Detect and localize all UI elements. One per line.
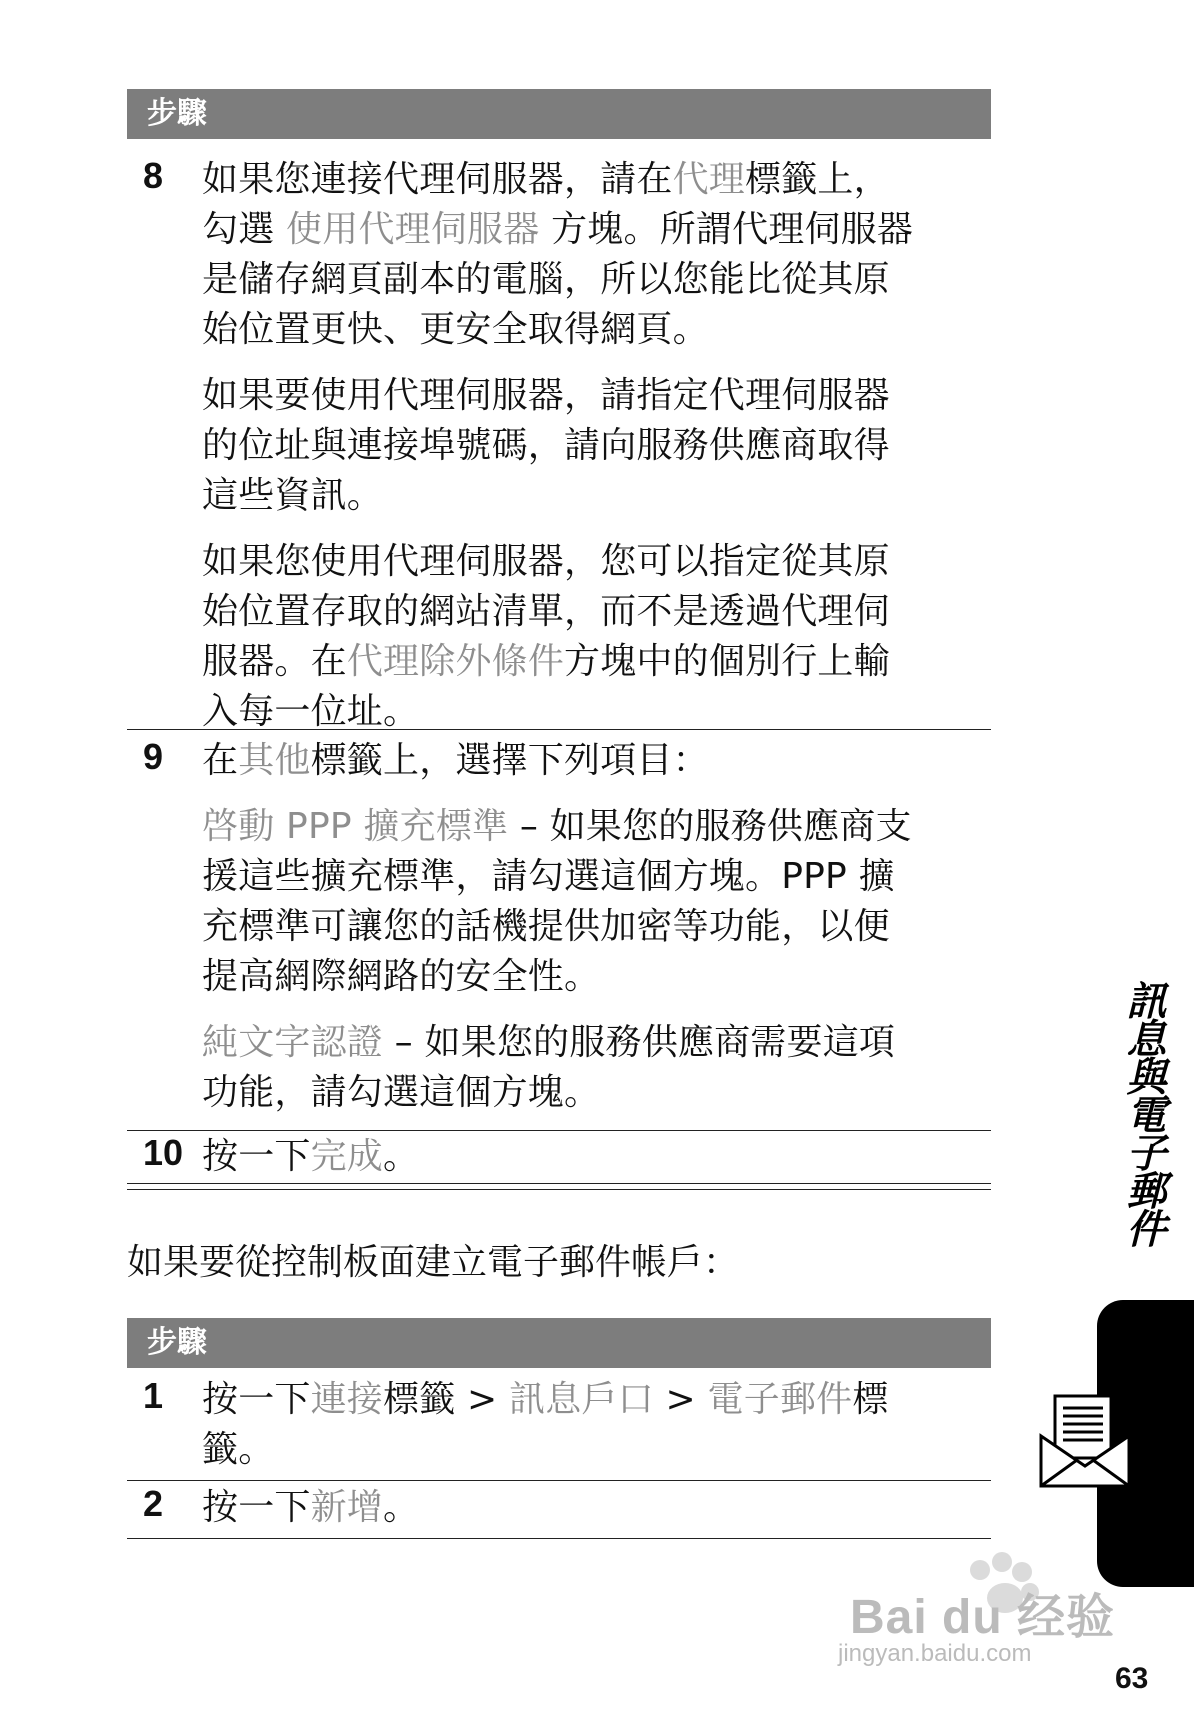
ui-term-text: 其他 bbox=[238, 740, 311, 781]
body-text: 。 bbox=[383, 1136, 420, 1177]
step-paragraph bbox=[202, 1483, 978, 1533]
step-paragraph bbox=[202, 1018, 978, 1118]
step-row-10 bbox=[127, 1131, 991, 1183]
ui-term-text: 啓動 PPP 擴充標準 bbox=[202, 806, 509, 847]
body-text: 在 bbox=[202, 740, 239, 781]
step-body bbox=[202, 1483, 978, 1533]
watermark-brand: Bai du 经验 bbox=[850, 1591, 1116, 1644]
body-text: 按一下 bbox=[202, 1379, 311, 1420]
body-text: 標籤上，選擇下列項目： bbox=[310, 740, 709, 781]
step-paragraph bbox=[202, 155, 978, 355]
body-text: 功能，請勾選這個方塊。 bbox=[202, 1072, 601, 1113]
body-text: 如果您使用代理伺服器，您可以指定從其原 bbox=[202, 541, 890, 582]
body-text: > bbox=[653, 1379, 708, 1420]
table-end-rule bbox=[127, 1183, 991, 1190]
body-text: 方塊。所謂代理伺服器 bbox=[539, 209, 914, 250]
body-text: 這些資訊。 bbox=[202, 475, 384, 516]
step-paragraph bbox=[202, 1132, 978, 1182]
body-text: 按一下 bbox=[202, 1487, 311, 1528]
body-text: 充標準可讓您的話機提供加密等功能，以便 bbox=[202, 906, 890, 947]
step-paragraph bbox=[202, 537, 978, 737]
ui-term-text: 訊息戶口 bbox=[509, 1379, 654, 1420]
step-number: 9 bbox=[143, 736, 164, 777]
body-text: 按一下 bbox=[202, 1136, 311, 1177]
steps-table-2 bbox=[127, 1318, 991, 1539]
step-body bbox=[202, 736, 978, 1118]
step-paragraph bbox=[202, 736, 978, 786]
body-text: 援這些擴充標準，請勾選這個方塊。PPP 擴 bbox=[202, 856, 895, 897]
page-number: 63 bbox=[1115, 1662, 1149, 1695]
body-text: 標 bbox=[852, 1379, 889, 1420]
step-row-2 bbox=[127, 1481, 991, 1539]
steps-header: 步驟 bbox=[127, 1318, 991, 1368]
body-text: 是儲存網頁副本的電腦，所以您能比從其原 bbox=[202, 259, 890, 300]
body-text: 如果您連接代理伺服器，請在 bbox=[202, 159, 673, 200]
step-body bbox=[202, 155, 978, 737]
step-number: 8 bbox=[143, 155, 164, 196]
body-text: 始位置更快、更安全取得網頁。 bbox=[202, 309, 709, 350]
body-text: 的位址與連接埠號碼，請向服務供應商取得 bbox=[202, 425, 890, 466]
envelope-letter-icon bbox=[1037, 1392, 1137, 1492]
ui-term-text: 使用代理伺服器 bbox=[286, 209, 540, 250]
body-text: – 如果您的服務供應商支 bbox=[508, 806, 912, 847]
body-text: 服器。在 bbox=[202, 641, 347, 682]
chapter-side-title: 訊息與電子郵件 bbox=[1120, 980, 1166, 1246]
body-text: – 如果您的服務供應商需要這項 bbox=[383, 1022, 896, 1063]
step-row-9 bbox=[127, 730, 991, 1131]
steps-table-1 bbox=[127, 89, 991, 1183]
step-paragraph bbox=[202, 1375, 978, 1475]
ui-term-text: 連接 bbox=[310, 1379, 384, 1420]
step-number: 2 bbox=[143, 1483, 164, 1524]
body-text: 勾選 bbox=[202, 209, 287, 250]
step-row-1 bbox=[127, 1368, 991, 1481]
intro-text: 如果要從控制板面建立電子郵件帳戶： bbox=[127, 1242, 740, 1283]
ui-term-text: 電子郵件 bbox=[707, 1379, 853, 1420]
steps-header: 步驟 bbox=[127, 89, 991, 139]
body-text: 標籤上， bbox=[745, 159, 890, 200]
ui-term-text: 純文字認證 bbox=[202, 1022, 384, 1063]
ui-term-text: 代理除外條件 bbox=[346, 641, 565, 682]
body-text: 標籤 > bbox=[383, 1379, 510, 1420]
ui-term-text: 新增 bbox=[310, 1487, 384, 1528]
step-paragraph bbox=[202, 802, 978, 1002]
step-row-8 bbox=[127, 139, 991, 730]
step-paragraph bbox=[202, 371, 978, 521]
step-number: 1 bbox=[143, 1375, 164, 1416]
body-text: 方塊中的個別行上輸 bbox=[564, 641, 890, 682]
step-body bbox=[202, 1132, 978, 1182]
step-body bbox=[202, 1375, 978, 1475]
ui-term-text: 完成 bbox=[310, 1136, 384, 1177]
step-number: 10 bbox=[143, 1132, 184, 1173]
body-text: 。 bbox=[383, 1487, 420, 1528]
body-text: 入每一位址。 bbox=[202, 691, 420, 732]
watermark-url: jingyan.baidu.com bbox=[838, 1640, 1032, 1667]
body-text: 籤。 bbox=[202, 1429, 275, 1470]
body-text: 如果要使用代理伺服器，請指定代理伺服器 bbox=[202, 375, 890, 416]
ui-term-text: 代理 bbox=[672, 159, 746, 200]
body-text: 提高網際網路的安全性。 bbox=[202, 956, 601, 997]
body-text: 始位置存取的網站清單，而不是透過代理伺 bbox=[202, 591, 890, 632]
